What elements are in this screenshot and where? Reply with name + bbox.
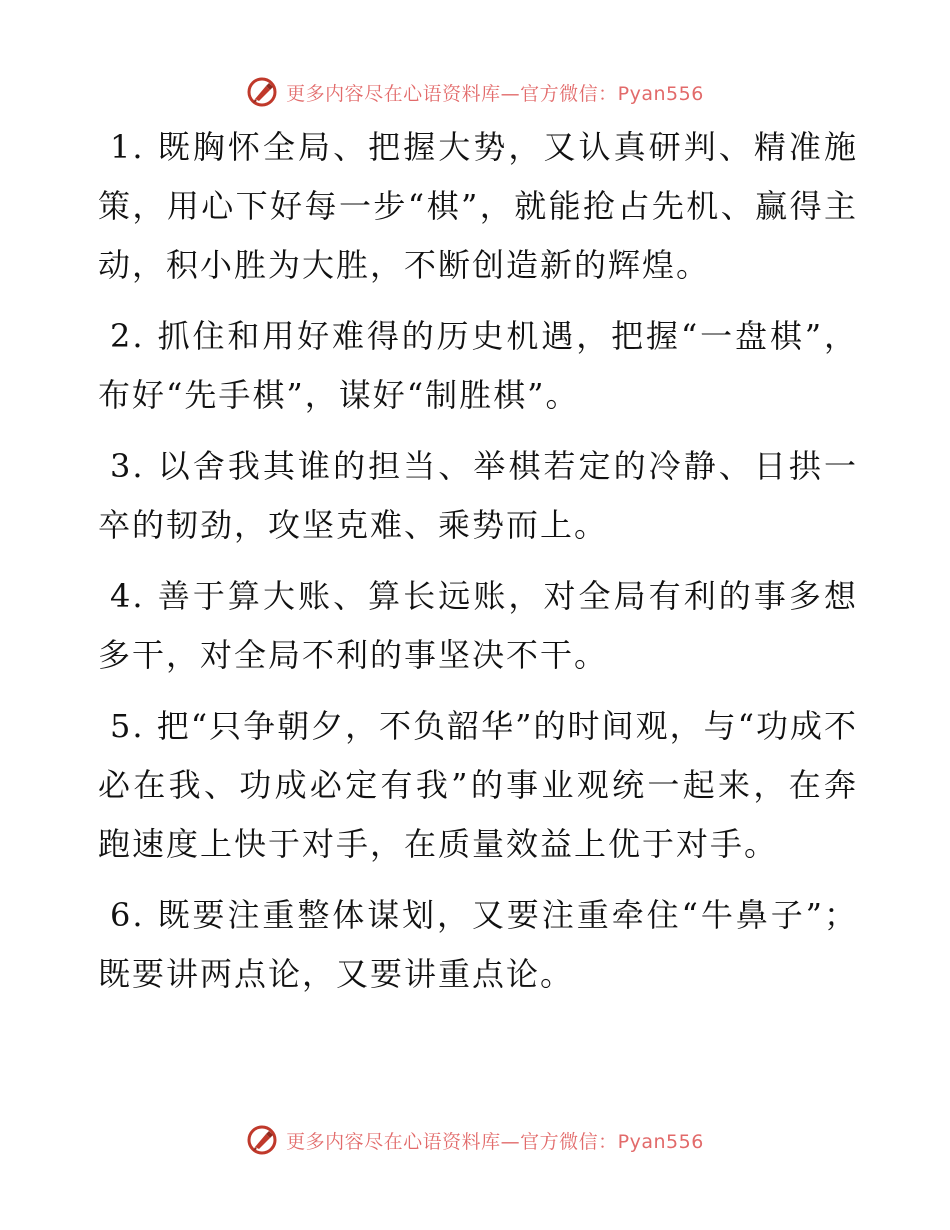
- paragraph-item-5: 5. 把“只争朝夕，不负韶华”的时间观，与“功成不必在我、功成必定有我”的事业观统一起来，在奔跑速度上快于对手，在质量效益上优于对手。: [98, 707, 858, 863]
- pen-logo-icon: [246, 76, 278, 108]
- paragraph-item-3: 3. 以舍我其谁的担当、举棋若定的冷静、日拱一卒的韧劲，攻坚克难、乘势而上。: [98, 447, 858, 544]
- paragraph-item-4: 4. 善于算大账、算长远账，对全局有利的事多想多干，对全局不利的事坚决不干。: [98, 577, 858, 674]
- document-body: [98, 118, 858, 1016]
- paragraph-item-2: 2. 抓住和用好难得的历史机遇，把握“一盘棋”，布好“先手棋”，谋好“制胜棋”。: [98, 317, 858, 414]
- pen-logo-icon: [246, 1124, 278, 1156]
- watermark-text: 更多内容尽在心语资料库—官方微信：Pyan556: [286, 82, 704, 105]
- paragraph-item-6: 6. 既要注重整体谋划，又要注重牵住“牛鼻子”；既要讲两点论，又要讲重点论。: [98, 896, 858, 993]
- footer-watermark: [0, 1120, 950, 1160]
- paragraph-item-1: 1. 既胸怀全局、把握大势，又认真研判、精准施策，用心下好每一步“棋”，就能抢占先机、赢得主动，积小胜为大胜，不断创造新的辉煌。: [98, 128, 858, 284]
- watermark-text: 更多内容尽在心语资料库—官方微信：Pyan556: [286, 1130, 704, 1153]
- header-watermark: [0, 72, 950, 112]
